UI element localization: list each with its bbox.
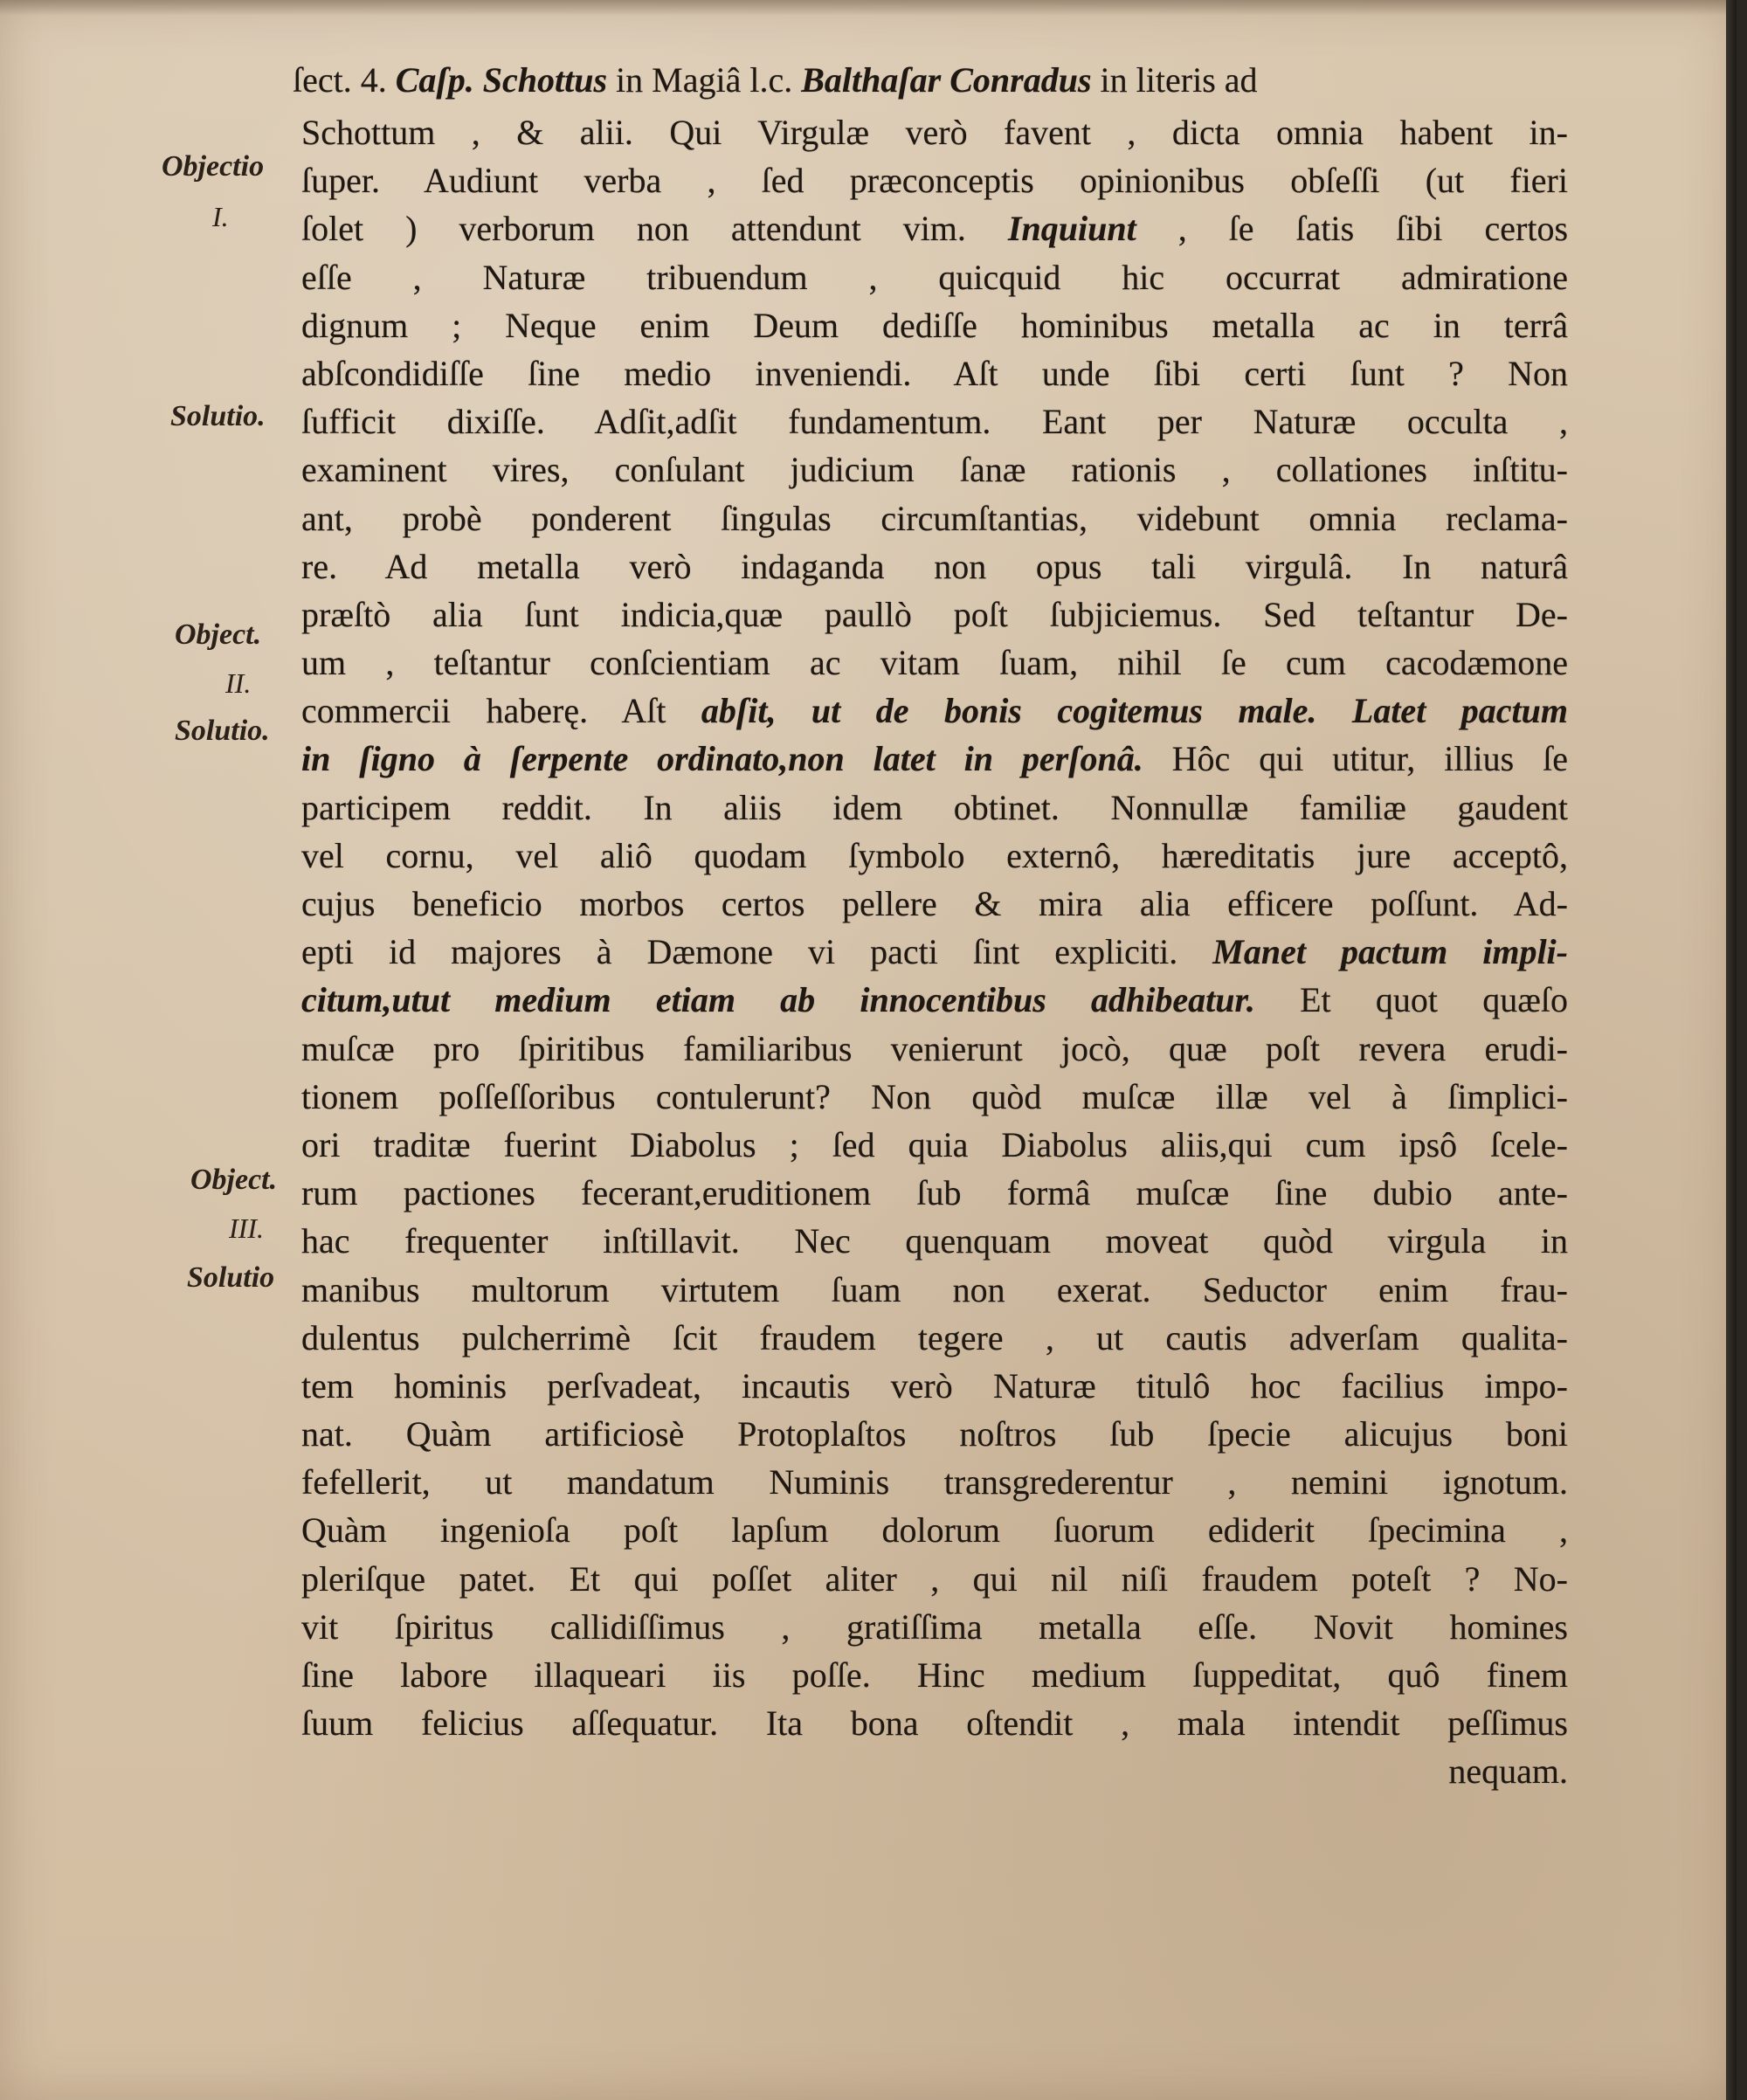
text-line: ſufficit dixiſſe. Adſit,adſit fundamentum. Eant per Naturæ occulta , [301, 402, 1568, 442]
margin-object-2: Object. [175, 618, 262, 651]
text-line: tionem poſſeſſoribus contulerunt? Non quòd muſcæ illæ vel à ſimplici- [301, 1076, 1568, 1116]
header-text-2: in literis ad [1100, 60, 1258, 100]
text-line: dignum ; Neque enim Deum dediſſe hominibus metalla ac in terrâ [301, 305, 1568, 345]
text-line: hac frequenter inſtillavit. Nec quenquam moveat quòd virgula in [301, 1221, 1568, 1261]
text-line: citum,utut medium etiam ab innocentibus adhibeatur. Et quot quæſo [301, 980, 1568, 1020]
running-head-line [293, 52, 1542, 108]
margin-objectio-1: Objectio [162, 150, 265, 183]
text-line: um , teſtantur conſcientiam ac vitam ſuam, nihil ſe cum cacodæmone [301, 643, 1568, 683]
text-line: præſtò alia ſunt indicia,quæ paullò poſt ſubjiciemus. Sed teſtantur De- [301, 594, 1568, 634]
text-line: ſuper. Audiunt verba , ſed præconceptis opinionibus obſeſſi (ut fieri [301, 161, 1568, 201]
text-line-final: nequam. [1448, 1751, 1568, 1792]
text-line: vit ſpiritus callidiſſimus , gratiſſima metalla eſſe. Novit homines [301, 1606, 1568, 1647]
text-line: examinent vires, conſulant judicium ſanæ rationis , collationes inſtitu- [301, 450, 1568, 490]
text-line: rum pactiones fecerant,eruditionem ſub formâ muſcæ ſine dubio ante- [301, 1173, 1568, 1213]
text-line: re. Ad metalla verò indaganda non opus tali virgulâ. In naturâ [301, 546, 1568, 586]
text-line: vel cornu, vel aliô quodam ſymbolo externô, hæreditatis jure acceptô, [301, 835, 1568, 875]
margin-solutio-2: Solutio. [175, 715, 270, 747]
text-line: manibus multorum virtutem ſuam non exerat. Seductor enim frau- [301, 1269, 1568, 1309]
text-line: muſcæ pro ſpiritibus familiaribus venierunt jocò, quæ poſt revera erudi- [301, 1028, 1568, 1068]
margin-object-2-number: II. [225, 667, 252, 699]
margin-objectio-1-number: I. [212, 201, 229, 232]
text-line: dulentus pulcherrimè ſcit fraudem tegere , ut cautis adverſam qualita- [301, 1317, 1568, 1357]
body-text-block [301, 108, 1568, 1796]
text-line: ori traditæ fuerint Diabolus ; ſed quia Diabolus aliis,qui cum ipsô ſcele- [301, 1124, 1568, 1164]
text-line: fefellerit, ut mandatum Numinis transgrederentur , nemini ignotum. [301, 1462, 1568, 1502]
text-line: ant, probè ponderent ſingulas circumſtantias, videbunt omnia reclama- [301, 498, 1568, 538]
margin-solutio-1: Solutio. [170, 400, 266, 432]
margin-solutio-3: Solutio [187, 1261, 275, 1294]
margin-object-3-number: III. [229, 1212, 264, 1244]
show-through-text [288, 1834, 1459, 2027]
page-top-edge [0, 0, 1737, 16]
text-line: Schottum , & alii. Qui Virgulæ verò favent , dicta omnia habent in- [301, 113, 1568, 152]
text-line: eſſe , Naturæ tribuendum , quicquid hic occurrat admiratione [301, 257, 1568, 297]
margin-object-3: Object. [190, 1164, 278, 1196]
section-ref: ſect. 4. [293, 60, 387, 100]
text-line: ſolet ) verborum non attendunt vim. Inquiunt , ſe ſatis ſibi certos [301, 209, 1569, 249]
text-line: epti id majores à Dæmone vi pacti ſint expliciti. Manet pactum impli- [301, 932, 1568, 972]
text-line: cujus beneficio morbos certos pellere & mira alia efficere poſſunt. Ad- [301, 884, 1568, 923]
text-line: ſine labore illaqueari iis poſſe. Hinc medium ſuppeditat, quô finem [301, 1655, 1568, 1695]
text-line: ſuum felicius aſſequatur. Ita bona oſtendit , mala intendit peſſimus [301, 1703, 1568, 1744]
page-right-edge [1726, 0, 1737, 2100]
text-line: commercii haberę. Aſt abſit, ut de bonis cogitemus male. Latet pactum [301, 691, 1568, 731]
text-line: nat. Quàm artificiosè Protoplaſtos noſtros ſub ſpecie alicujus boni [301, 1414, 1568, 1454]
text-line: abſcondidiſſe ſine medio inveniendi. Aſt unde ſibi certi ſunt ? Non [301, 353, 1568, 393]
text-line: pleriſque patet. Et qui poſſet aliter , qui nil niſi fraudem poteſt ? No- [301, 1558, 1568, 1599]
text-line: in ſigno à ſerpente ordinato,non latet in perſonâ. Hôc qui utitur, illius ſe [301, 739, 1568, 779]
author-conradus: Balthaſar Conradus [801, 60, 1092, 100]
header-text-1: in Magiâ l.c. [616, 60, 802, 100]
author-schottus: Caſp. Schottus [395, 60, 608, 100]
text-line: tem hominis perſvadeat, incautis verò Naturæ titulô hoc facilius impo- [301, 1365, 1568, 1406]
text-line: Quàm ingenioſa poſt lapſum dolorum ſuorum ediderit ſpecimina , [301, 1510, 1568, 1551]
text-line: participem reddit. In aliis idem obtinet. Nonnullæ familiæ gaudent [301, 787, 1568, 827]
